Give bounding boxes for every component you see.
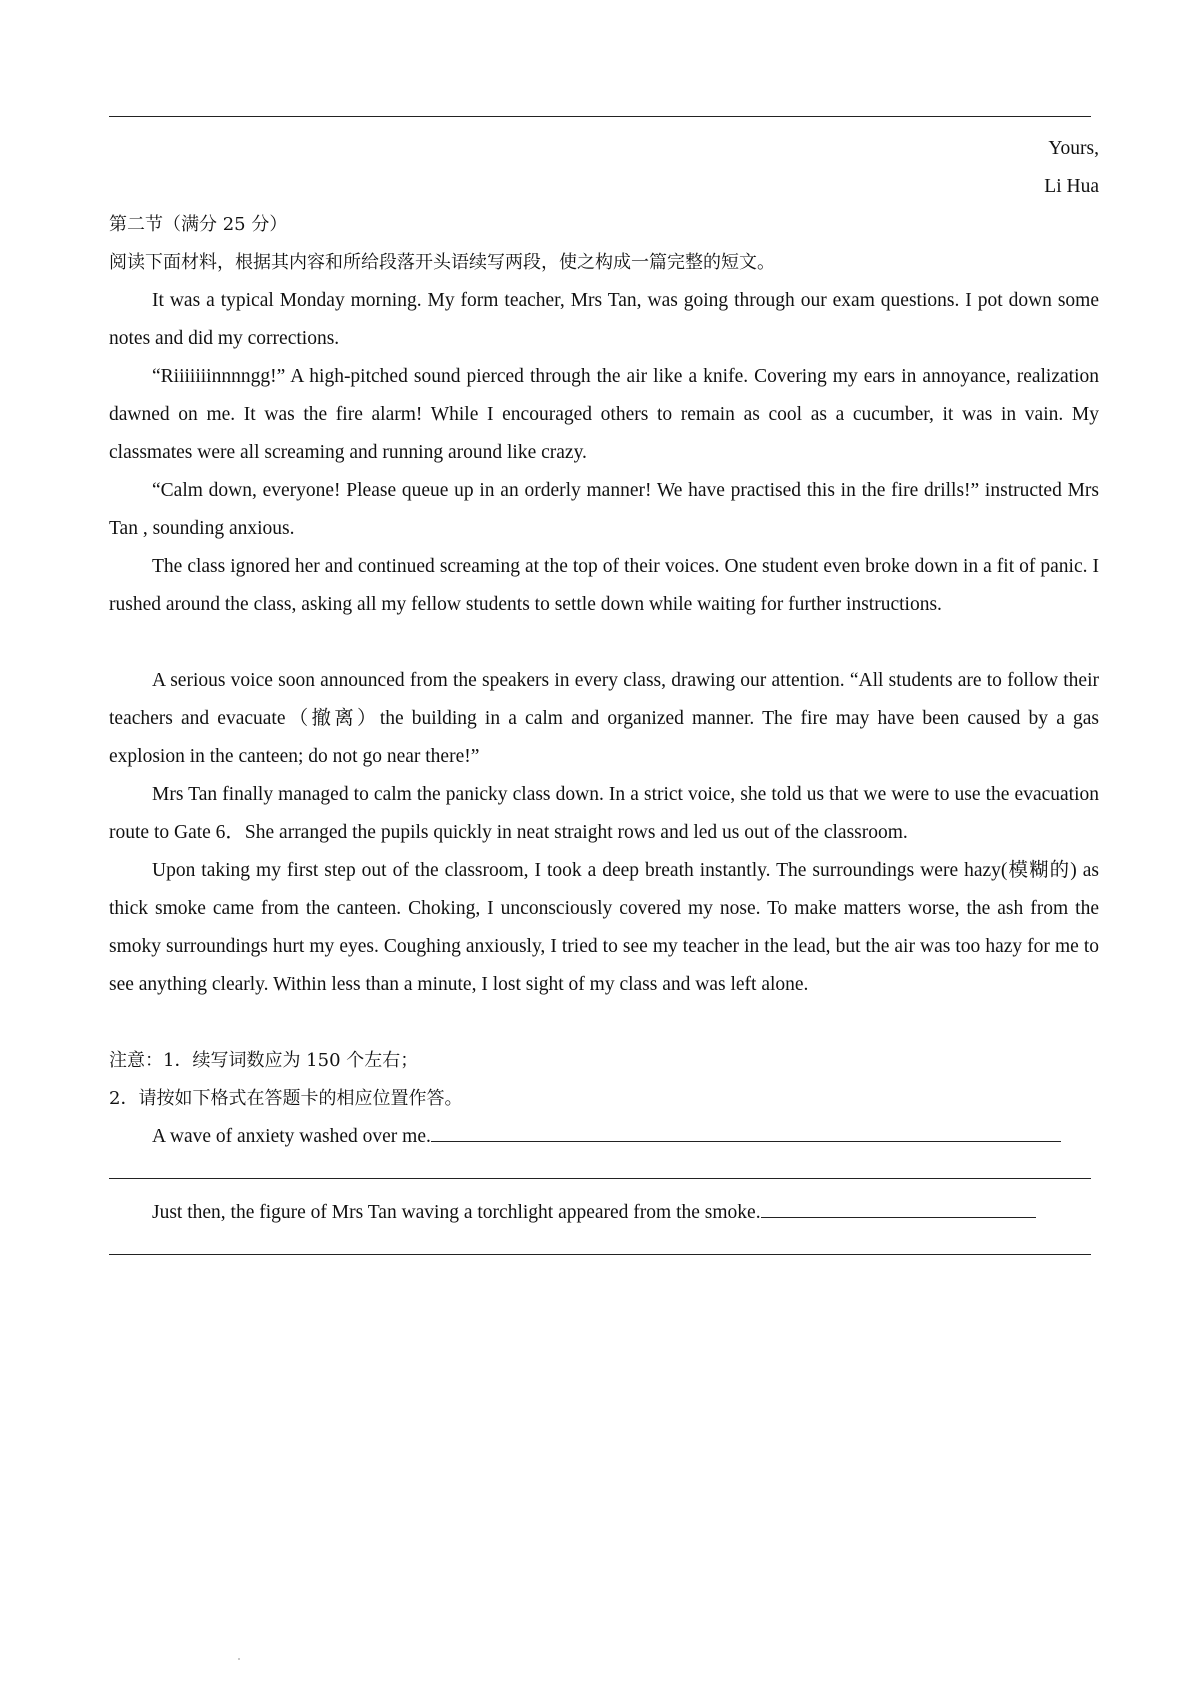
note-word-count: 注意：1．续写词数应为 150 个左右； [109,1050,419,1071]
prompt-2-text: Just then, the figure of Mrs Tan waving a torchlight appeared from the smoke. [152,1202,761,1223]
answer-line-2[interactable] [109,1254,1091,1255]
section-title: 第二节（满分 25 分） [109,214,288,235]
answer-line-top [109,116,1091,117]
passage-paragraph-5: A serious voice soon announced from the speakers in every class, drawing our attention. “All students are to follow their teachers and evacuate（撤离）the building in a calm and organized manner. The fire may have been caused by a gas explosion in the canteen; do not go near there!” [109,670,1099,767]
letter-closing-yours: Yours, [1048,138,1099,159]
prompt-1-text: A wave of anxiety washed over me. [152,1126,431,1147]
answer-blank-1[interactable] [431,1123,1061,1142]
continuation-prompt-1 [152,1118,1061,1156]
passage-paragraph-3: “Calm down, everyone! Please queue up in an orderly manner! We have practised this in the fire drills!” instructed Mrs Tan , sounding anxious. [109,480,1099,539]
section-instruction: 阅读下面材料，根据其内容和所给段落开头语续写两段，使之构成一篇完整的短文。 [109,252,775,273]
passage-paragraph-2: “Riiiiiiinnnngg!” A high-pitched sound pierced through the air like a knife. Covering my ears in annoyance, realization dawned on me. It was the fire alarm! While I encouraged others to remain as cool as a cucumber, it was in vain. My classmates were all screaming and running around like crazy. [109,366,1099,463]
passage-paragraph-4: The class ignored her and continued screaming at the top of their voices. One student even broke down in a fit of panic. I rushed around the class, asking all my fellow students to settle down while waiting for further instructions. [109,556,1099,615]
answer-blank-2[interactable] [761,1199,1036,1218]
scan-speck [238,1658,240,1660]
passage-paragraph-7: Upon taking my first step out of the classroom, I took a deep breath instantly. The surroundings were hazy(模糊的) as thick smoke came from the canteen. Choking, I unconsciously covered my nose. To make matters worse, the ash from the smoky surroundings hurt my eyes. Coughing anxiously, I tried to see my teacher in the lead, but the air was too hazy for me to see anything clearly. Within less than a minute, I lost sight of my class and was left alone. [109,860,1099,995]
letter-closing-name: Li Hua [1044,176,1099,197]
continuation-prompt-2 [152,1194,1036,1232]
passage-paragraph-6: Mrs Tan finally managed to calm the panicky class down. In a strict voice, she told us that we were to use the evacuation route to Gate 6．She arranged the pupils quickly in neat straight rows and led us out of the classroom. [109,784,1099,843]
note-answer-format: 2．请按如下格式在答题卡的相应位置作答。 [109,1088,463,1109]
passage-paragraph-1: It was a typical Monday morning. My form teacher, Mrs Tan, was going through our exam questions. I pot down some notes and did my corrections. [109,290,1099,349]
answer-line-1[interactable] [109,1178,1091,1179]
